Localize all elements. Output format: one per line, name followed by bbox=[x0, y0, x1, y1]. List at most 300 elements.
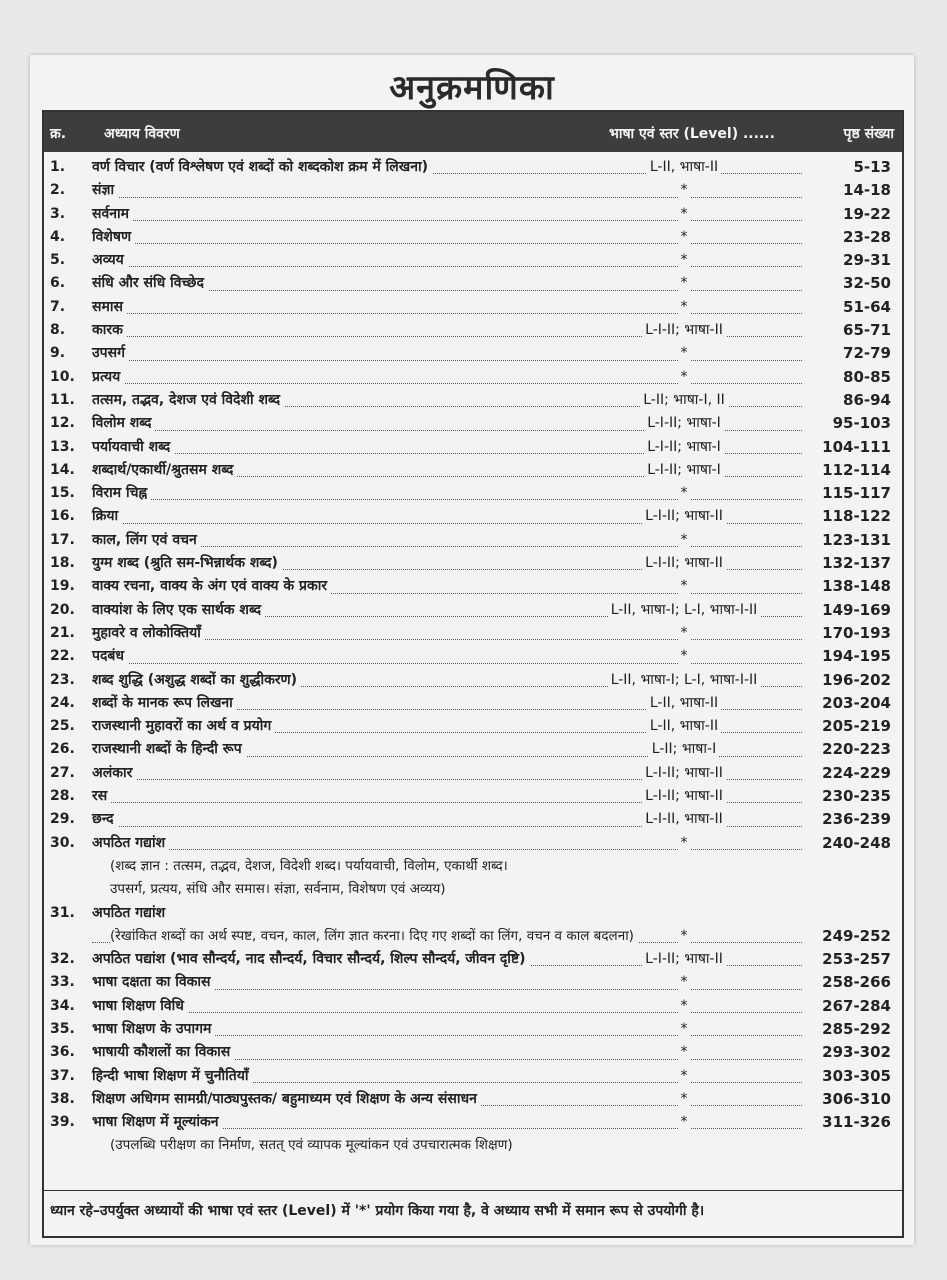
row-number: 3. bbox=[50, 205, 66, 222]
row-pages-text: 240-248 bbox=[819, 834, 894, 852]
row-number: 31. bbox=[50, 904, 75, 921]
row-level-text: * bbox=[678, 578, 691, 594]
row-pages bbox=[804, 762, 894, 785]
row-title: वाक्यांश के लिए एक सार्थक शब्द bbox=[92, 599, 265, 622]
row-pages-text bbox=[888, 857, 894, 875]
row-level-text: L-II; भाषा-I bbox=[649, 741, 719, 757]
row-level bbox=[574, 995, 794, 1018]
row-pages bbox=[804, 925, 894, 948]
row-number: 28. bbox=[50, 788, 75, 805]
row-pages-text: 170-193 bbox=[819, 624, 894, 642]
row-level-text: * bbox=[678, 252, 691, 268]
row-pages-text bbox=[888, 1136, 894, 1154]
row-level-text: L-I-II; भाषा-II bbox=[642, 508, 726, 524]
row-level-text: * bbox=[678, 1068, 691, 1084]
row-pages-text: 132-137 bbox=[819, 554, 894, 572]
row-title: वाक्य रचना, वाक्य के अंग एवं वाक्य के प्रकार bbox=[92, 575, 331, 598]
table-row bbox=[44, 995, 902, 1018]
row-level-text bbox=[681, 1137, 687, 1153]
header-chapter: अध्याय विवरण bbox=[104, 126, 180, 142]
row-level bbox=[574, 715, 794, 738]
row-title: (उपलब्धि परीक्षण का निर्माण, सतत् एवं व्यापक मूल्यांकन एवं उपचारात्मक शिक्षण) bbox=[110, 1134, 517, 1157]
row-pages bbox=[804, 785, 894, 808]
header-no: क्र. bbox=[50, 126, 67, 142]
row-number: 19. bbox=[50, 578, 75, 595]
row-number: 14. bbox=[50, 461, 75, 478]
header-level: भाषा एवं स्तर (Level) ...... bbox=[609, 126, 775, 142]
row-level-text bbox=[681, 858, 687, 874]
row-level bbox=[574, 762, 794, 785]
table-row bbox=[44, 715, 902, 738]
row-level bbox=[574, 738, 794, 761]
row-title: संधि और संधि विच्छेद bbox=[92, 272, 208, 295]
row-number: 38. bbox=[50, 1090, 75, 1107]
row-level bbox=[574, 1065, 794, 1088]
row-pages bbox=[804, 575, 894, 598]
table-row bbox=[44, 1111, 902, 1134]
row-pages-text: 293-302 bbox=[819, 1043, 894, 1061]
row-number: 33. bbox=[50, 974, 75, 991]
row-pages bbox=[804, 296, 894, 319]
row-pages-text bbox=[888, 880, 894, 898]
table-row bbox=[44, 622, 902, 645]
row-pages bbox=[804, 1088, 894, 1111]
row-pages bbox=[804, 738, 894, 761]
row-level bbox=[574, 203, 794, 226]
row-number: 32. bbox=[50, 951, 75, 968]
table-row bbox=[44, 156, 902, 179]
table-row bbox=[44, 436, 902, 459]
row-level-text: * bbox=[678, 206, 691, 222]
row-title: काल, लिंग एवं वचन bbox=[92, 529, 201, 552]
table-row bbox=[44, 832, 902, 855]
row-pages-text: 285-292 bbox=[819, 1020, 894, 1038]
row-title: कारक bbox=[92, 319, 127, 342]
row-pages-text: 249-252 bbox=[819, 927, 894, 945]
row-title: उपसर्ग, प्रत्यय, संधि और समास। संज्ञा, सर्वनाम, विशेषण एवं अव्यय) bbox=[110, 878, 450, 901]
table-row bbox=[44, 599, 902, 622]
row-pages bbox=[804, 389, 894, 412]
row-pages bbox=[804, 1041, 894, 1064]
row-level bbox=[574, 505, 794, 528]
table-row bbox=[44, 529, 902, 552]
row-level bbox=[574, 342, 794, 365]
row-pages-text: 32-50 bbox=[840, 274, 894, 292]
table-row bbox=[44, 1134, 902, 1157]
row-level bbox=[574, 249, 794, 272]
row-level-text: * bbox=[678, 182, 691, 198]
row-pages bbox=[804, 855, 894, 878]
row-number: 10. bbox=[50, 368, 75, 385]
row-level bbox=[574, 832, 794, 855]
table-row bbox=[44, 412, 902, 435]
row-number: 1. bbox=[50, 159, 66, 175]
row-level-text: * bbox=[678, 648, 691, 664]
row-pages bbox=[804, 436, 894, 459]
table-row bbox=[44, 505, 902, 528]
table-row bbox=[44, 203, 902, 226]
table-row bbox=[44, 669, 902, 692]
row-pages-text: 95-103 bbox=[830, 414, 894, 432]
table-row bbox=[44, 645, 902, 668]
row-pages bbox=[804, 808, 894, 831]
row-number: 5. bbox=[50, 252, 66, 269]
row-level-text: * bbox=[678, 625, 691, 641]
row-level-text: * bbox=[678, 1114, 691, 1130]
row-title: राजस्थानी शब्दों के हिन्दी रूप bbox=[92, 738, 246, 761]
row-level-text: L-II, भाषा-II bbox=[647, 159, 721, 175]
row-number: 23. bbox=[50, 671, 75, 688]
header-page: पृष्ठ संख्या bbox=[843, 126, 894, 142]
row-level-text bbox=[681, 905, 687, 921]
table-row bbox=[44, 366, 902, 389]
row-title: (रेखांकित शब्दों का अर्थ स्पष्ट, वचन, काल, लिंग ज्ञात करना। दिए गए शब्दों का लिंग, वचन व काल बदलना) bbox=[110, 925, 638, 948]
row-title: विलोम शब्द bbox=[92, 412, 155, 435]
row-number: 27. bbox=[50, 764, 75, 781]
row-level-text: L-II, भाषा-II bbox=[647, 718, 721, 734]
row-number: 39. bbox=[50, 1114, 75, 1131]
row-level-text: L-I-II; भाषा-I bbox=[644, 415, 724, 431]
row-title: अलंकार bbox=[92, 762, 136, 785]
row-title: हिन्दी भाषा शिक्षण में चुनौतियाँ bbox=[92, 1065, 252, 1088]
row-title: रस bbox=[92, 785, 111, 808]
row-number: 15. bbox=[50, 485, 75, 502]
row-pages-text: 230-235 bbox=[819, 787, 894, 805]
row-pages-text: 118-122 bbox=[819, 507, 894, 525]
row-number: 8. bbox=[50, 322, 66, 339]
row-level bbox=[574, 669, 794, 692]
row-pages-text: 86-94 bbox=[840, 391, 894, 409]
row-level bbox=[574, 785, 794, 808]
row-level-text: L-II, भाषा-II bbox=[647, 695, 721, 711]
row-pages bbox=[804, 552, 894, 575]
row-pages bbox=[804, 505, 894, 528]
row-level bbox=[574, 529, 794, 552]
row-title: समास bbox=[92, 296, 127, 319]
row-pages-text: 258-266 bbox=[819, 973, 894, 991]
row-pages bbox=[804, 622, 894, 645]
table-row bbox=[44, 179, 902, 202]
row-number: 30. bbox=[50, 834, 75, 851]
row-pages bbox=[804, 832, 894, 855]
row-title: राजस्थानी मुहावरों का अर्थ व प्रयोग bbox=[92, 715, 275, 738]
row-pages-text: 303-305 bbox=[819, 1067, 894, 1085]
row-number: 4. bbox=[50, 228, 66, 245]
row-pages-text: 267-284 bbox=[819, 997, 894, 1015]
row-level bbox=[574, 319, 794, 342]
table-row bbox=[44, 948, 902, 971]
row-level-text: * bbox=[678, 835, 691, 851]
row-level bbox=[574, 808, 794, 831]
row-title: पर्यायवाची शब्द bbox=[92, 436, 174, 459]
table-row bbox=[44, 389, 902, 412]
table-row bbox=[44, 342, 902, 365]
row-level bbox=[574, 1041, 794, 1064]
row-level-text: * bbox=[678, 345, 691, 361]
row-pages-text: 220-223 bbox=[819, 740, 894, 758]
row-pages-text: 196-202 bbox=[819, 671, 894, 689]
row-pages bbox=[804, 1111, 894, 1134]
row-level-text: * bbox=[678, 275, 691, 291]
row-pages-text: 138-148 bbox=[819, 577, 894, 595]
row-level bbox=[574, 459, 794, 482]
row-pages-text: 23-28 bbox=[840, 228, 894, 246]
row-level bbox=[574, 226, 794, 249]
table-row bbox=[44, 762, 902, 785]
row-level-text bbox=[681, 881, 687, 897]
row-pages bbox=[804, 529, 894, 552]
row-title: भाषा शिक्षण में मूल्यांकन bbox=[92, 1111, 223, 1134]
row-level bbox=[574, 1134, 794, 1157]
row-title: पदबंध bbox=[92, 645, 128, 668]
row-level bbox=[574, 622, 794, 645]
row-level-text: L-I-II; भाषा-II bbox=[642, 555, 726, 571]
row-level bbox=[574, 1018, 794, 1041]
table-rows bbox=[44, 156, 902, 1158]
row-level bbox=[574, 878, 794, 901]
row-title: अपठित गद्यांश bbox=[92, 832, 169, 855]
row-title: भाषा शिक्षण विधि bbox=[92, 995, 188, 1018]
row-pages bbox=[804, 878, 894, 901]
row-pages-text: 203-204 bbox=[819, 694, 894, 712]
row-level bbox=[574, 296, 794, 319]
table-row bbox=[44, 738, 902, 761]
row-number: 9. bbox=[50, 345, 66, 362]
row-title: अपठित गद्यांश bbox=[92, 902, 169, 925]
table-row bbox=[44, 482, 902, 505]
row-pages-text: 112-114 bbox=[819, 461, 894, 479]
table-row bbox=[44, 692, 902, 715]
row-title: शब्द शुद्धि (अशुद्ध शब्दों का शुद्धीकरण) bbox=[92, 669, 301, 692]
row-number: 7. bbox=[50, 298, 66, 315]
row-title: शिक्षण अधिगम सामग्री/पाठ्यपुस्तक/ बहुमाध्यम एवं शिक्षण के अन्य संसाधन bbox=[92, 1088, 481, 1111]
row-pages-text: 65-71 bbox=[840, 321, 894, 339]
table-row bbox=[44, 1065, 902, 1088]
row-title: उपसर्ग bbox=[92, 342, 129, 365]
row-level bbox=[574, 436, 794, 459]
row-number: 35. bbox=[50, 1020, 75, 1037]
row-level-text: L-I-II; भाषा-I bbox=[644, 439, 724, 455]
table-row bbox=[44, 319, 902, 342]
row-number: 37. bbox=[50, 1067, 75, 1084]
page-title: अनुक्रमणिका bbox=[389, 68, 555, 108]
row-title: शब्दों के मानक रूप लिखना bbox=[92, 692, 237, 715]
row-title: (शब्द ज्ञान : तत्सम, तद्भव, देशज, विदेशी शब्द। पर्यायवाची, विलोम, एकार्थी शब्द। bbox=[110, 855, 512, 878]
row-level-text: * bbox=[678, 1091, 691, 1107]
row-pages-text: 123-131 bbox=[819, 531, 894, 549]
row-pages-text: 29-31 bbox=[840, 251, 894, 269]
row-level-text: L-I-II; भाषा-II bbox=[642, 951, 726, 967]
row-pages bbox=[804, 902, 894, 925]
table-row bbox=[44, 785, 902, 808]
row-level bbox=[574, 552, 794, 575]
row-level-text: * bbox=[678, 299, 691, 315]
row-level bbox=[574, 1088, 794, 1111]
row-pages-text: 311-326 bbox=[819, 1113, 894, 1131]
row-number: 29. bbox=[50, 811, 75, 828]
row-number: 13. bbox=[50, 438, 75, 455]
row-title: वर्ण विचार (वर्ण विश्लेषण एवं शब्दों को शब्दकोश क्रम में लिखना) bbox=[92, 156, 432, 179]
row-pages-text: 253-257 bbox=[819, 950, 894, 968]
row-pages-text: 224-229 bbox=[819, 764, 894, 782]
row-pages bbox=[804, 249, 894, 272]
row-level bbox=[574, 902, 794, 925]
row-level-text: L-I-II; भाषा-II bbox=[642, 765, 726, 781]
row-level bbox=[574, 1111, 794, 1134]
row-title: प्रत्यय bbox=[92, 366, 124, 389]
row-level bbox=[574, 692, 794, 715]
table-row bbox=[44, 808, 902, 831]
table-row bbox=[44, 878, 902, 901]
row-number: 11. bbox=[50, 391, 75, 408]
row-level bbox=[574, 599, 794, 622]
row-pages-text: 236-239 bbox=[819, 810, 894, 828]
row-number: 24. bbox=[50, 694, 75, 711]
row-pages-text: 149-169 bbox=[819, 601, 894, 619]
row-pages bbox=[804, 319, 894, 342]
row-number: 12. bbox=[50, 415, 75, 432]
row-pages-text: 80-85 bbox=[840, 368, 894, 386]
row-pages bbox=[804, 971, 894, 994]
row-number: 21. bbox=[50, 624, 75, 641]
index-table bbox=[42, 110, 904, 1238]
row-level bbox=[574, 971, 794, 994]
row-title: मुहावरे व लोकोक्तियाँ bbox=[92, 622, 205, 645]
row-number: 26. bbox=[50, 741, 75, 758]
row-level bbox=[574, 179, 794, 202]
row-title: भाषा दक्षता का विकास bbox=[92, 971, 215, 994]
row-pages-text: 19-22 bbox=[840, 205, 894, 223]
row-pages bbox=[804, 156, 894, 179]
row-pages bbox=[804, 599, 894, 622]
row-title: अव्यय bbox=[92, 249, 128, 272]
row-pages bbox=[804, 272, 894, 295]
row-pages bbox=[804, 645, 894, 668]
row-pages bbox=[804, 692, 894, 715]
row-level-text: L-I-II; भाषा-I bbox=[644, 462, 724, 478]
table-row bbox=[44, 226, 902, 249]
row-level bbox=[574, 272, 794, 295]
row-title: विशेषण bbox=[92, 226, 135, 249]
row-level-text: L-I-II, भाषा-II bbox=[642, 811, 725, 827]
row-title: संज्ञा bbox=[92, 179, 118, 202]
row-number: 25. bbox=[50, 718, 75, 735]
row-number: 34. bbox=[50, 997, 75, 1014]
row-number: 36. bbox=[50, 1044, 75, 1061]
row-pages-text: 205-219 bbox=[819, 717, 894, 735]
table-row bbox=[44, 1041, 902, 1064]
row-title: क्रिया bbox=[92, 505, 122, 528]
row-pages bbox=[804, 1065, 894, 1088]
row-pages bbox=[804, 226, 894, 249]
row-number: 20. bbox=[50, 601, 75, 618]
row-pages-text: 306-310 bbox=[819, 1090, 894, 1108]
row-level bbox=[574, 855, 794, 878]
row-pages-text: 14-18 bbox=[840, 181, 894, 199]
table-row bbox=[44, 925, 902, 948]
row-level bbox=[574, 389, 794, 412]
row-level-text: L-I-II; भाषा-II bbox=[642, 788, 726, 804]
row-level bbox=[574, 575, 794, 598]
row-title: शब्दार्थ/एकार्थी/श्रुतसम शब्द bbox=[92, 459, 237, 482]
row-pages bbox=[804, 715, 894, 738]
row-pages bbox=[804, 459, 894, 482]
row-level bbox=[574, 366, 794, 389]
row-pages bbox=[804, 366, 894, 389]
row-pages-text bbox=[888, 904, 894, 922]
row-number: 18. bbox=[50, 555, 75, 572]
row-level bbox=[574, 156, 794, 179]
row-level bbox=[574, 925, 794, 948]
table-row bbox=[44, 296, 902, 319]
row-title: छन्द bbox=[92, 808, 118, 831]
row-level-text: * bbox=[678, 928, 691, 944]
row-number: 2. bbox=[50, 182, 66, 199]
table-row bbox=[44, 855, 902, 878]
row-title: अपठित पद्यांश (भाव सौन्दर्य, नाद सौन्दर्य, विचार सौन्दर्य, शिल्प सौन्दर्य, जीवन दृष्टि) bbox=[92, 948, 530, 971]
row-title: सर्वनाम bbox=[92, 203, 133, 226]
row-level-text: L-I-II; भाषा-II bbox=[642, 322, 726, 338]
row-pages bbox=[804, 412, 894, 435]
row-number: 22. bbox=[50, 648, 75, 665]
table-row bbox=[44, 575, 902, 598]
row-pages bbox=[804, 948, 894, 971]
row-title: भाषा शिक्षण के उपागम bbox=[92, 1018, 215, 1041]
row-level bbox=[574, 948, 794, 971]
table-row bbox=[44, 1018, 902, 1041]
row-level-text: * bbox=[678, 1044, 691, 1060]
row-number: 6. bbox=[50, 275, 66, 292]
table-row bbox=[44, 272, 902, 295]
row-level-text: L-II, भाषा-I; L-I, भाषा-I-II bbox=[608, 602, 761, 618]
row-level bbox=[574, 645, 794, 668]
row-level-text: L-II, भाषा-I; L-I, भाषा-I-II bbox=[608, 672, 761, 688]
row-level-text: * bbox=[678, 532, 691, 548]
row-pages-text: 72-79 bbox=[840, 344, 894, 362]
row-level-text: * bbox=[678, 229, 691, 245]
page-sheet bbox=[30, 55, 914, 1245]
table-row bbox=[44, 1088, 902, 1111]
row-number: 16. bbox=[50, 508, 75, 525]
row-pages bbox=[804, 995, 894, 1018]
row-pages bbox=[804, 1134, 894, 1157]
table-header bbox=[44, 112, 902, 152]
row-title: तत्सम, तद्भव, देशज एवं विदेशी शब्द bbox=[92, 389, 284, 412]
row-pages-text: 104-111 bbox=[819, 438, 894, 456]
row-title: विराम चिह्न bbox=[92, 482, 151, 505]
row-number: 17. bbox=[50, 531, 75, 548]
row-pages bbox=[804, 482, 894, 505]
row-level-text: * bbox=[678, 974, 691, 990]
row-pages bbox=[804, 1018, 894, 1041]
row-level-text: L-II; भाषा-I, II bbox=[640, 392, 728, 408]
table-row bbox=[44, 971, 902, 994]
table-row bbox=[44, 552, 902, 575]
row-title: भाषायी कौशलों का विकास bbox=[92, 1041, 234, 1064]
row-title: युग्म शब्द (श्रुति सम-भिन्नार्थक शब्द) bbox=[92, 552, 282, 575]
row-level-text: * bbox=[678, 1021, 691, 1037]
table-row bbox=[44, 902, 902, 925]
row-pages-text: 194-195 bbox=[819, 647, 894, 665]
row-pages-text: 5-13 bbox=[850, 158, 894, 176]
row-pages bbox=[804, 342, 894, 365]
footnote: ध्यान रहे–उपर्युक्त अध्यायों की भाषा एवं स्तर (Level) में '*' प्रयोग किया गया है, वे अध्याय सभी में समान रूप से उपयोगी है। bbox=[44, 1190, 902, 1236]
row-pages-text: 51-64 bbox=[840, 298, 894, 316]
row-pages-text: 115-117 bbox=[819, 484, 894, 502]
row-pages bbox=[804, 179, 894, 202]
row-level bbox=[574, 482, 794, 505]
row-level-text: * bbox=[678, 485, 691, 501]
